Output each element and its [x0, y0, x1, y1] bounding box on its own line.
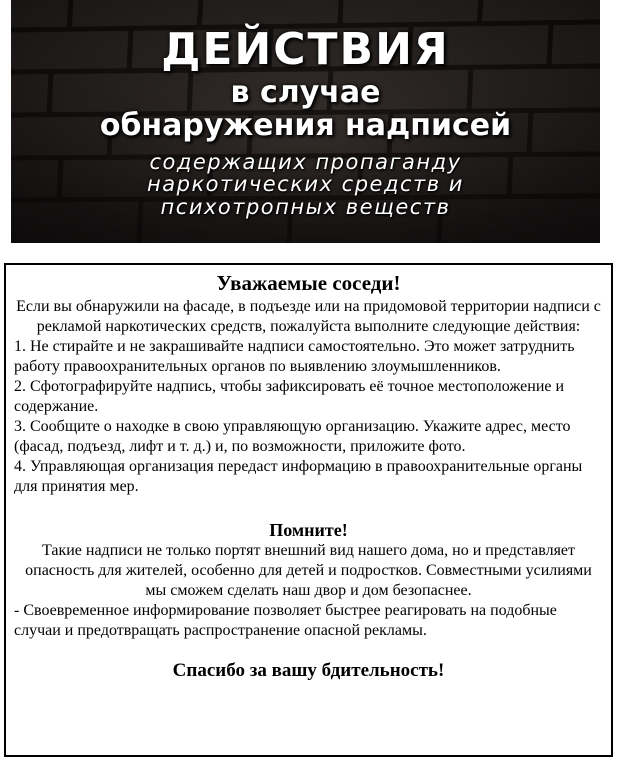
notice-heading: Уважаемые соседи! — [216, 271, 401, 295]
spacer — [14, 641, 603, 659]
banner-title-line3: обнаружения надписей — [99, 108, 512, 143]
notice-intro: Если вы обнаружили на фасаде, в подъезде или на придомовой территории надписи с рекламой наркотических средств, пожалуйста выполните следующие действия: — [16, 298, 601, 335]
step-item: 2. Сфотографируйте надпись, чтобы зафиксировать её точное местоположение и содержание. — [14, 378, 565, 415]
step-item: 3. Сообщите о находке в свою управляющую организацию. Укажите адрес, место (фасад, подъезд, лифт и т. д.) и, по возможности, приложите фото. — [14, 418, 571, 455]
notice-box — [4, 263, 613, 757]
banner-subtitle-line3: психотропных веществ — [160, 195, 451, 219]
remember-text: Такие надписи не только портят внешний вид нашего дома, но и представляет опасность для жителей, особенно для детей и подростков. Совместными усилиями мы сможем сделать наш двор и дом безопаснее. — [25, 542, 592, 599]
banner-title: ДЕЙСТВИЯ — [161, 24, 450, 75]
step-item: 1. Не стирайте и не закрашивайте надписи самостоятельно. Это может затруднить работу правоохранительных органов по выявлению злоумышленников. — [14, 338, 575, 375]
header-banner — [11, 0, 600, 243]
steps-list — [14, 337, 603, 497]
banner-title-line2: в случае — [230, 75, 381, 110]
tail-text: - Своевременное информирование позволяет быстрее реагировать на подобные случаи и предотвращать распространение опасной рекламы. — [14, 602, 557, 639]
spacer — [14, 497, 603, 519]
banner-subtitle-line2: наркотических средств и — [147, 172, 464, 196]
notice-content — [14, 269, 603, 683]
step-item: 4. Управляющая организация передаст информацию в правоохранительные органы для принятия мер. — [14, 458, 583, 495]
remember-heading: Помните! — [269, 520, 348, 540]
banner-subtitle-line1: содержащих пропаганду — [149, 150, 462, 174]
thanks-text: Спасибо за вашу бдительность! — [172, 660, 445, 681]
